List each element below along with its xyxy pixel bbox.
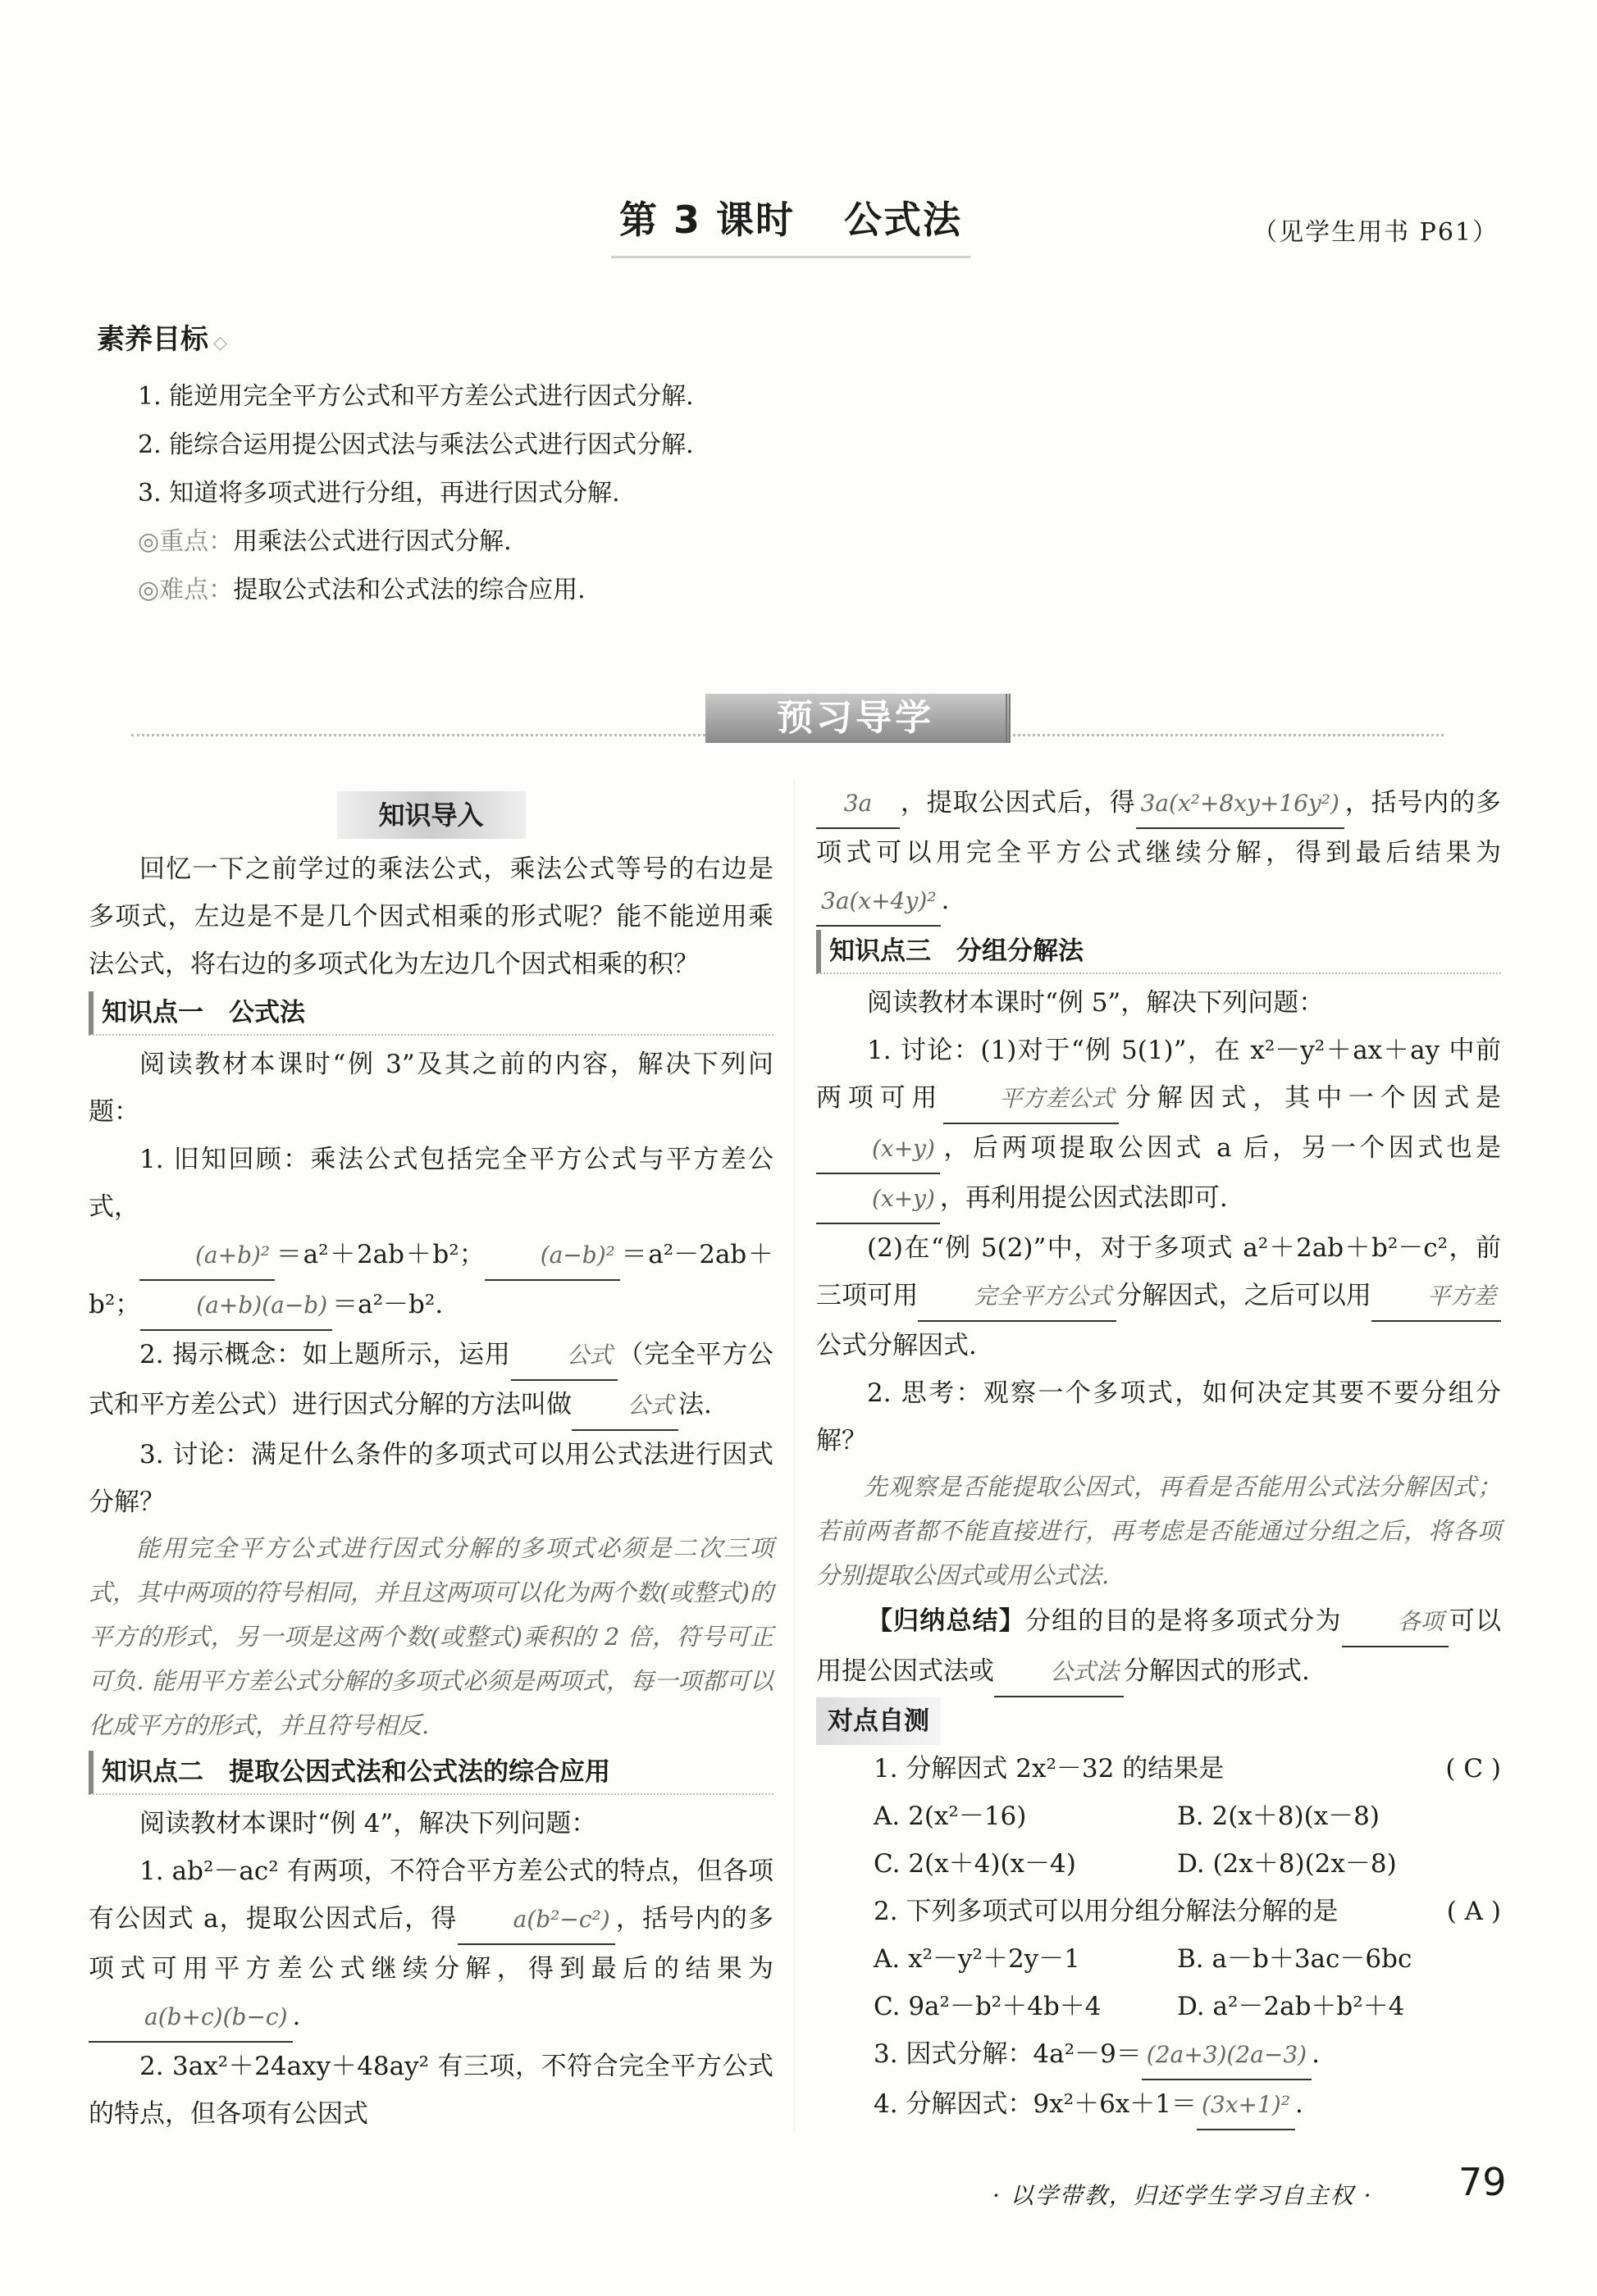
goal-item: 2. 能综合运用提公因式法与乘法公式进行因式分解. xyxy=(138,430,694,459)
goal-item: 3. 知道将多项式进行分组，再进行因式分解. xyxy=(138,479,620,508)
page-title xyxy=(611,190,970,258)
answer-blank: 公式 xyxy=(511,1332,618,1381)
answer-blank: 3a(x+4y)² xyxy=(816,877,941,927)
answer-blank: (3x+1)² xyxy=(1197,2081,1295,2130)
goal-item: 1. 能逆用完全平方公式和平方差公式进行因式分解. xyxy=(138,382,694,411)
diamond-icon: ◇ xyxy=(213,333,227,353)
selftest-heading: 对点自测 xyxy=(816,1697,941,1745)
k3-answer-note: 先观察是否能提取公因式，再看是否能用公式法分解因式；若前两者都不能直接进行，再考虑是否能通过分组之后，将各项分别提取公因式或用公式法. xyxy=(816,1473,1501,1589)
k1-q2: 2. 揭示概念：如上题所示，运用 公式 （完全平方公式和平方差公式）进行因式分解的方法叫做 公式 法. xyxy=(89,1331,773,1431)
k1-formulas: (a+b)² ＝a²＋2ab＋b²； (a−b)² ＝a²－2ab＋b²； (a+b)(a−b) ＝a²－b². xyxy=(89,1231,773,1331)
key-point: ◎重点：用乘法公式进行因式分解. xyxy=(138,527,512,556)
selftest-q4: 4. 分解因式：9x²＋6x＋1＝ (3x+1)² . xyxy=(816,2080,1501,2130)
selftest-q1-options: C. 2(x＋4)(x－4) D. (2x＋8)(2x－8) xyxy=(874,1849,1397,1879)
answer-blank: (2a+3)(2a−3) xyxy=(1142,2031,1312,2080)
k2-heading: 知识点二 提取公因式法和公式法的综合应用 xyxy=(89,1751,773,1795)
answer-blank: 平方差 xyxy=(1371,1273,1501,1322)
answer-blank: a(b+c)(b−c) xyxy=(89,1993,293,2043)
column-divider xyxy=(794,779,795,2132)
answer-blank: (a−b)² xyxy=(485,1232,620,1281)
answer-blank: 各项 xyxy=(1342,1598,1449,1647)
answer-blank: (x+y) xyxy=(816,1125,940,1174)
answer-blank: 完全平方公式 xyxy=(918,1273,1116,1322)
answer-blank: (a+b)(a−b) xyxy=(140,1282,332,1331)
k1-q1: 1. 旧知回顾：乘法公式包括完全平方公式与平方差公式， xyxy=(89,1145,773,1222)
k3-q1: 1. 讨论：(1)对于“例 5(1)”，在 x²－y²＋ax＋ay 中前两项可用 平方差公式 分解因式，其中一个因式是(x+y) ，后两项提取公因式 a 后，另一个因式也是(x+y) ，再利用提公因式法即可. xyxy=(816,1027,1501,1224)
intro-heading: 知识导入 xyxy=(337,791,526,839)
answer-blank: 公式 xyxy=(572,1382,678,1431)
student-book-reference: （见学生用书 P61） xyxy=(1253,218,1499,247)
answer-blank: 公式法 xyxy=(994,1648,1124,1697)
answer-blank: 3a xyxy=(816,780,900,829)
answer-blank: a(b²−c²) xyxy=(458,1896,615,1945)
answer-blank: (x+y) xyxy=(816,1175,940,1224)
k1-answer-note: 能用完全平方公式进行因式分解的多项式必须是二次三项式，其中两项的符号相同，并且这两项可以化为两个数(或整式)的平方的形式，另一项是这两个数(或整式)乘积的 2 倍，符号可正可负. 能用平方差公式分解的多项式必须是两项式，每一项都可以化成平方的形式，并且符号相反. xyxy=(89,1534,773,1739)
selftest-q2: 2. 下列多项式可以用分组分解法分解的是 ( A ) xyxy=(816,1888,1501,1935)
k3-heading: 知识点三 分组分解法 xyxy=(816,930,1501,974)
selftest-q1: 1. 分解因式 2x²－32 的结果是 ( C ) xyxy=(816,1745,1501,1793)
k3-lead: 阅读教材本课时“例 5”，解决下列问题： xyxy=(867,988,1325,1018)
answer-blank: (a+b)² xyxy=(139,1232,275,1281)
footer-slogan: · 以学带教，归还学生学习自主权 · xyxy=(992,2182,1373,2209)
lesson-number: 第 3 课时 xyxy=(619,198,796,242)
k3-summary: 【归纳总结】分组的目的是将多项式分为 各项 可以用提公因式法或 公式法 分解因式的形式. xyxy=(816,1597,1501,1697)
selftest-q1-options: A. 2(x²－16) B. 2(x＋8)(x－8) xyxy=(874,1802,1380,1831)
selftest-q2-options: A. x²－y²＋2y－1 B. a－b＋3ac－6bc xyxy=(874,1944,1412,1974)
intro-text: 回忆一下之前学过的乘法公式，乘法公式等号的右边是多项式，左边是不是几个因式相乘的形式呢？能不能逆用乘法公式，将右边的多项式化为左边几个因式相乘的积？ xyxy=(89,854,773,979)
right-column xyxy=(816,779,1501,2130)
answer-key: ( C ) xyxy=(1445,1754,1501,1784)
selftest-q2-options: C. 9a²－b²＋4b＋4 D. a²－2ab＋b²＋4 xyxy=(874,1992,1405,2021)
k2-q1: 1. ab²－ac² 有两项，不符合平方差公式的特点，但各项有公因式 a，提取公因式后，得 a(b²−c²) ，括号内的多项式可用平方差公式继续分解，得到最后的结果为a(b+c)(b−c) . xyxy=(89,1847,773,2043)
k1-q3: 3. 讨论：满足什么条件的多项式可以用公式法进行因式分解？ xyxy=(89,1440,773,1517)
k2-lead: 阅读教材本课时“例 4”，解决下列问题： xyxy=(139,1809,597,1838)
k1-heading: 知识点一 公式法 xyxy=(89,991,773,1036)
k2-q2: 2. 3ax²＋24axy＋48ay² 有三项，不符合完全平方公式的特点，但各项有公因式 xyxy=(89,2052,773,2129)
k2-q2-continued: 3a ，提取公因式后，得 3a(x²+8xy+16y²) ，括号内的多项式可以用完全平方公式继续分解，得到最后结果为3a(x+4y)² . xyxy=(816,779,1501,927)
k3-q1-part2: (2)在“例 5(2)”中，对于多项式 a²＋2ab＋b²－c²，前三项可用 完全平方公式 分解因式，之后可以用 平方差公式分解因式. xyxy=(816,1233,1501,1360)
left-column xyxy=(89,791,774,2129)
selftest-q3: 3. 因式分解：4a²－9＝ (2a+3)(2a−3) . xyxy=(816,2030,1501,2080)
goals-heading: 素养目标 ◇ xyxy=(97,323,227,356)
preview-banner: 预习导学 xyxy=(705,694,1011,743)
difficulty-point: ◎难点：提取公式法和公式法的综合应用. xyxy=(138,576,586,604)
k3-q2: 2. 思考：观察一个多项式，如何决定其要不要分组分解？ xyxy=(816,1378,1501,1456)
lesson-topic: 公式法 xyxy=(844,198,963,242)
answer-blank: 平方差公式 xyxy=(943,1075,1119,1124)
answer-key: ( A ) xyxy=(1446,1897,1501,1926)
k1-lead: 阅读教材本课时“例 3”及其之前的内容，解决下列问题： xyxy=(89,1050,773,1127)
answer-blank: 3a(x²+8xy+16y²) xyxy=(1136,780,1344,829)
page-number: 79 xyxy=(1458,2160,1507,2204)
